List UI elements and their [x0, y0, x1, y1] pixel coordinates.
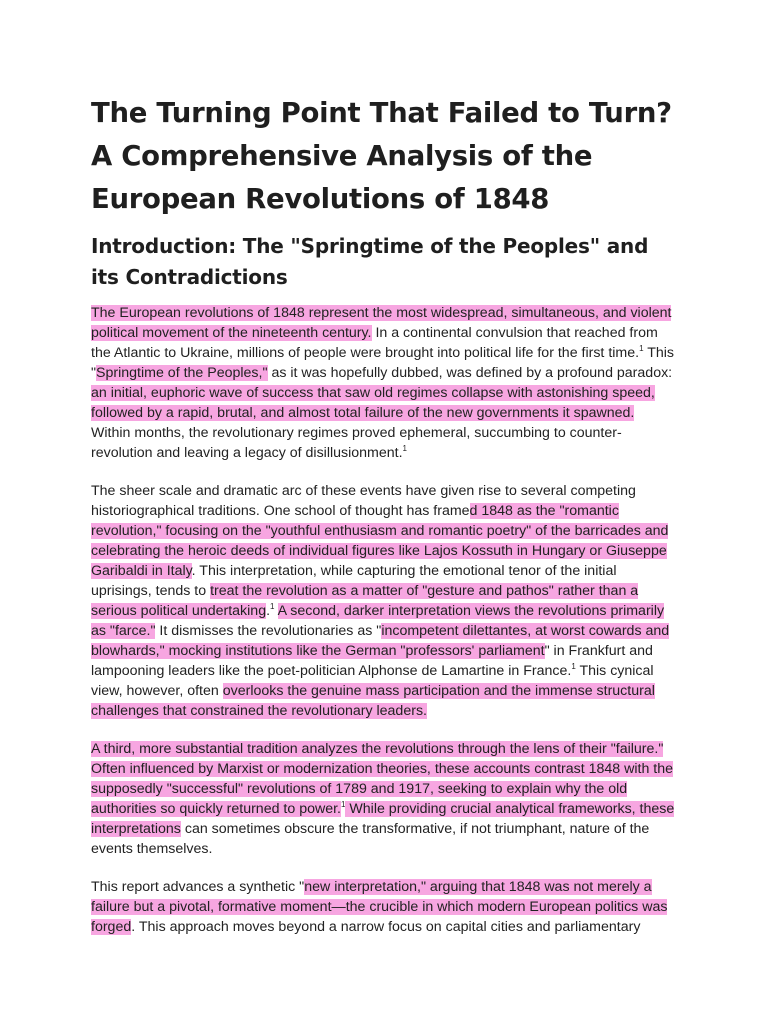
- body-text: This ": [91, 345, 675, 381]
- body-text: It dismisses the revolutionaries as ": [155, 623, 382, 639]
- body-text: " in Frankfurt and lampooning leaders like the poet-politician Alphonse de Lamartine in France.: [91, 643, 653, 679]
- highlighted-text: incompetent dilettantes, at worst cowards and blowhards," mocking institutions like the German "professors' parliament: [91, 623, 670, 659]
- body-text: Within months, the revolutionary regimes proved ephemeral, succumbing to counter-revolution and leaving a legacy of disillusionment.: [91, 425, 622, 461]
- document-title: The Turning Point That Failed to Turn? A Comprehensive Analysis of the European Revolutions of 1848: [91, 97, 672, 215]
- highlighted-text: d 1848 as the "romantic revolution," focusing on the "youthful enthusiasm and romantic poetry" of the barricades and celebrating the heroic deeds of individual figures like Lajos Kossuth in Hungary or Giuseppe Garibaldi in Italy: [91, 503, 669, 579]
- highlighted-text: A second, darker interpretation views the revolutions primarily as "farce.": [91, 603, 665, 639]
- footnote-marker: 1: [341, 800, 346, 809]
- paragraph-3: [91, 739, 676, 859]
- footnote-marker: 1: [402, 444, 407, 453]
- body-text: This cynical view, however, often: [91, 663, 654, 699]
- section-heading: Introduction: The "Springtime of the Peoples" and its Contradictions: [91, 234, 649, 289]
- body-text: . This approach moves beyond a narrow focus on capital cities and parliamentary: [131, 919, 641, 935]
- footnote-marker: 1: [270, 602, 275, 611]
- footnote-marker: 1: [571, 662, 576, 671]
- highlighted-text: new interpretation," arguing that 1848 was not merely a failure but a pivotal, formative moment—the crucible in which modern European politics was forged: [91, 879, 668, 935]
- paragraph-1: [91, 303, 676, 463]
- paragraph-2: [91, 481, 676, 721]
- footnote-marker: 1: [639, 344, 644, 353]
- highlighted-text: The European revolutions of 1848 represent the most widespread, simultaneous, and violent political movement of the nineteenth century.: [91, 305, 672, 341]
- highlighted-text: treat the revolution as a matter of "gesture and pathos" rather than a serious political undertaking: [91, 583, 639, 619]
- body-text: The sheer scale and dramatic arc of these events have given rise to several competing historiographical traditions. One school of thought has frame: [91, 483, 636, 519]
- highlighted-text: an initial, euphoric wave of success that saw old regimes collapse with astonishing speed, followed by a rapid, brutal, and almost total failure of the new governments it spawned.: [91, 385, 655, 421]
- paragraph-4: [91, 877, 676, 937]
- body-text: This report advances a synthetic ": [91, 879, 305, 895]
- body-text: as it was hopefully dubbed, was defined by a profound paradox:: [267, 365, 673, 381]
- highlighted-text: ." Often influenced by Marxist or modernization theories, these accounts contrast 1848 with the supposedly "successful" revolutions of 1789 and 1917, seeking to explain why the old authorities so quickly returned to power.: [91, 741, 673, 817]
- highlighted-text: Springtime of the Peoples,": [96, 365, 268, 381]
- body-text: . This interpretation, while capturing the emotional tenor of the initial uprisings, tends to: [91, 563, 617, 599]
- body-text: In a continental convulsion that reached from the Atlantic to Ukraine, millions of people were brought into political life for the first time.: [91, 325, 658, 361]
- body-text: can sometimes obscure the transformative, if not triumphant, nature of the events themselves.: [91, 821, 650, 857]
- highlighted-text: While providing crucial analytical frameworks, these interpretations: [91, 801, 675, 837]
- highlighted-text: overlooks the genuine mass participation and the immense structural challenges that constrained the revolutionary leaders.: [91, 683, 655, 719]
- body-text: .: [266, 603, 271, 619]
- highlighted-text: A third, more substantial tradition analyzes the revolutions through the lens of their "failure: [91, 741, 655, 757]
